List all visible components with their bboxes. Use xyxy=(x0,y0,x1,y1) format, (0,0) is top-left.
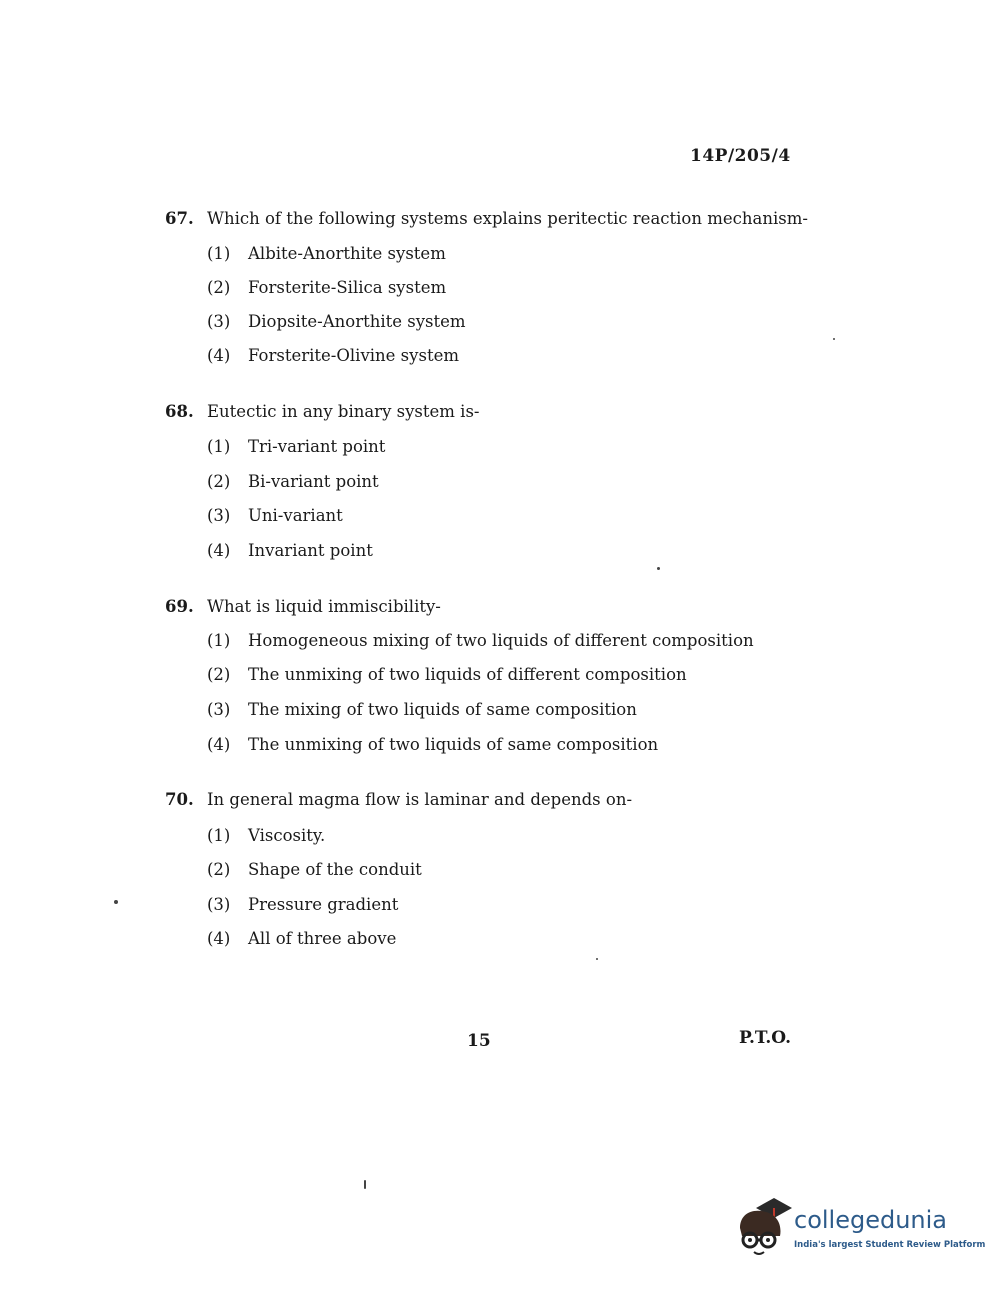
option xyxy=(207,472,379,491)
question-number: 69. xyxy=(165,597,194,616)
question-text: What is liquid immiscibility- xyxy=(207,597,441,616)
option-number: (1) xyxy=(207,631,231,650)
option xyxy=(207,437,385,456)
scan-speck xyxy=(364,1180,366,1189)
question-number: 70. xyxy=(165,790,194,809)
scan-speck xyxy=(833,338,835,340)
option xyxy=(207,506,343,525)
scan-speck xyxy=(114,900,118,904)
question-number: 67. xyxy=(165,209,194,228)
option xyxy=(207,929,396,948)
option-number: (3) xyxy=(207,312,231,331)
option xyxy=(207,700,637,719)
question-text: Eutectic in any binary system is- xyxy=(207,402,480,421)
option-text: The unmixing of two liquids of same composition xyxy=(248,735,659,754)
question-67 xyxy=(165,209,808,228)
option-text: Pressure gradient xyxy=(248,895,399,914)
question-text: Which of the following systems explains peritectic reaction mechanism- xyxy=(207,209,808,228)
scan-speck xyxy=(596,958,598,960)
option-text: Shape of the conduit xyxy=(248,860,422,879)
option-text: Uni-variant xyxy=(248,506,343,525)
page-number: 15 xyxy=(467,1031,491,1051)
option xyxy=(207,346,459,365)
option-text: Forsterite-Silica system xyxy=(248,278,447,297)
option-text: Diopsite-Anorthite system xyxy=(248,312,466,331)
option-text: Invariant point xyxy=(248,541,373,560)
option-text: All of three above xyxy=(248,929,397,948)
option-text: Albite-Anorthite system xyxy=(248,244,446,263)
option-number: (2) xyxy=(207,665,231,684)
option-number: (2) xyxy=(207,278,231,297)
option-number: (2) xyxy=(207,472,231,491)
mascot-logo-icon xyxy=(736,1196,794,1260)
option xyxy=(207,860,422,879)
option-text: Homogeneous mixing of two liquids of different composition xyxy=(248,631,754,650)
question-text: In general magma flow is laminar and depends on- xyxy=(207,790,633,809)
option-text: The unmixing of two liquids of different composition xyxy=(248,665,687,684)
option xyxy=(207,665,687,684)
option-number: (3) xyxy=(207,895,231,914)
paper-code: 14P/205/4 xyxy=(690,146,791,166)
option xyxy=(207,278,446,297)
option xyxy=(207,244,446,263)
option-text: Forsterite-Olivine system xyxy=(248,346,459,365)
option-text: Viscosity. xyxy=(248,826,326,845)
option xyxy=(207,541,373,560)
option-number: (4) xyxy=(207,346,231,365)
option-number: (4) xyxy=(207,541,231,560)
option xyxy=(207,631,754,650)
question-69 xyxy=(165,597,441,616)
option-text: Tri-variant point xyxy=(248,437,386,456)
option-number: (1) xyxy=(207,244,231,263)
option xyxy=(207,826,325,845)
collegedunia-watermark xyxy=(736,1196,986,1260)
option-number: (1) xyxy=(207,437,231,456)
option-number: (3) xyxy=(207,506,231,525)
scan-speck xyxy=(657,567,660,570)
question-70 xyxy=(165,790,632,809)
question-number: 68. xyxy=(165,402,194,421)
option-number: (1) xyxy=(207,826,231,845)
question-68 xyxy=(165,402,480,421)
pto-label: P.T.O. xyxy=(739,1028,791,1048)
option xyxy=(207,895,398,914)
option xyxy=(207,312,466,331)
option xyxy=(207,735,658,754)
option-number: (4) xyxy=(207,929,231,948)
brand-tagline: India's largest Student Review Platform xyxy=(794,1240,986,1250)
option-number: (3) xyxy=(207,700,231,719)
option-text: The mixing of two liquids of same composition xyxy=(248,700,637,719)
option-text: Bi-variant point xyxy=(248,472,379,491)
option-number: (2) xyxy=(207,860,231,879)
brand-name: collegedunia xyxy=(794,1206,948,1234)
option-number: (4) xyxy=(207,735,231,754)
